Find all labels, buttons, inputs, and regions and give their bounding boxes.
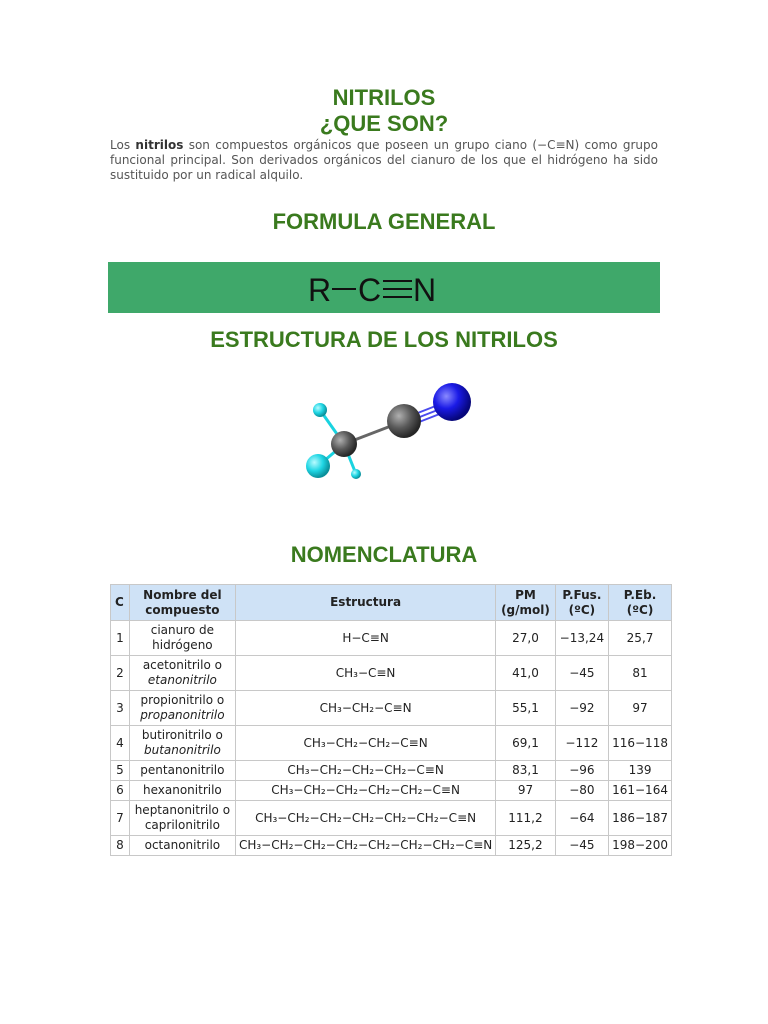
header-pm: PM (g/mol) xyxy=(496,585,555,621)
hydrogen-atom-2 xyxy=(351,469,361,479)
cell-name: heptanonitrilo o caprilonitrilo xyxy=(129,801,235,836)
cell-c: 1 xyxy=(111,621,130,656)
table-header-row xyxy=(111,585,672,621)
cell-structure: H−C≡N xyxy=(235,621,495,656)
nomenclature-table xyxy=(110,584,672,856)
table-row xyxy=(111,761,672,781)
cell-structure: CH₃−CH₂−CH₂−CH₂−CH₂−CH₂−C≡N xyxy=(235,801,495,836)
table-row xyxy=(111,836,672,856)
cell-pfus: −96 xyxy=(555,761,608,781)
cell-name: propionitrilo o propanonitrilo xyxy=(129,691,235,726)
header-c: C xyxy=(111,585,130,621)
header-name: Nombre del compuesto xyxy=(129,585,235,621)
formula-c-label: C xyxy=(358,271,382,308)
cell-c: 6 xyxy=(111,781,130,801)
cell-pfus: −64 xyxy=(555,801,608,836)
hydrogen-atom-3 xyxy=(306,454,330,478)
cell-pm: 111,2 xyxy=(496,801,555,836)
header-peb: P.Eb. (ºC) xyxy=(609,585,672,621)
cell-pfus: −45 xyxy=(555,836,608,856)
cell-peb: 25,7 xyxy=(609,621,672,656)
header-pfus: P.Fus. (ºC) xyxy=(555,585,608,621)
cell-name: butironitrilo o butanonitrilo xyxy=(129,726,235,761)
cell-structure: CH₃−CH₂−CH₂−C≡N xyxy=(235,726,495,761)
cell-pm: 69,1 xyxy=(496,726,555,761)
cell-peb: 97 xyxy=(609,691,672,726)
cell-pm: 55,1 xyxy=(496,691,555,726)
cell-structure: CH₃−CH₂−CH₂−CH₂−C≡N xyxy=(235,761,495,781)
table-row xyxy=(111,656,672,691)
intro-prefix: Los xyxy=(110,138,136,152)
cell-peb: 116−118 xyxy=(609,726,672,761)
page-subtitle: ¿QUE SON? xyxy=(319,111,449,136)
cell-pfus: −13,24 xyxy=(555,621,608,656)
table-row xyxy=(111,621,672,656)
intro-paragraph xyxy=(110,138,658,183)
formula-r-label: R xyxy=(308,271,332,308)
structure-heading: ESTRUCTURA DE LOS NITRILOS xyxy=(210,327,558,352)
cell-peb: 161−164 xyxy=(609,781,672,801)
cell-pfus: −112 xyxy=(555,726,608,761)
cell-name: acetonitrilo o etanonitrilo xyxy=(129,656,235,691)
formula-heading: FORMULA GENERAL xyxy=(272,209,496,234)
general-formula xyxy=(304,268,464,308)
cell-pm: 27,0 xyxy=(496,621,555,656)
cell-peb: 81 xyxy=(609,656,672,691)
table-row xyxy=(111,691,672,726)
cell-c: 8 xyxy=(111,836,130,856)
cell-c: 4 xyxy=(111,726,130,761)
formula-banner xyxy=(108,262,660,313)
cell-pm: 83,1 xyxy=(496,761,555,781)
cell-peb: 198−200 xyxy=(609,836,672,856)
cell-pm: 97 xyxy=(496,781,555,801)
cell-c: 3 xyxy=(111,691,130,726)
intro-text: son compuestos orgánicos que poseen un grupo ciano (−C≡N) como grupo funcional principal. Son derivados orgánicos del cianuro de los que el hidrógeno ha sido sustituido por un radical alquilo. xyxy=(110,138,658,182)
triple-bond-lines xyxy=(383,281,412,297)
cell-name: pentanonitrilo xyxy=(129,761,235,781)
cell-peb: 139 xyxy=(609,761,672,781)
cell-pm: 41,0 xyxy=(496,656,555,691)
table-row xyxy=(111,801,672,836)
cell-pfus: −80 xyxy=(555,781,608,801)
intro-bold-term: nitrilos xyxy=(135,138,184,152)
table-row xyxy=(111,726,672,761)
nitrile-molecule-image xyxy=(296,376,476,486)
carbon-atom-2 xyxy=(387,404,421,438)
table-row xyxy=(111,781,672,801)
cell-pfus: −92 xyxy=(555,691,608,726)
nomenclature-heading: NOMENCLATURA xyxy=(290,542,478,567)
header-structure: Estructura xyxy=(235,585,495,621)
nitrogen-atom xyxy=(433,383,471,421)
formula-n-label: N xyxy=(413,271,437,308)
cell-structure: CH₃−CH₂−CH₂−CH₂−CH₂−CH₂−CH₂−C≡N xyxy=(235,836,495,856)
cell-pfus: −45 xyxy=(555,656,608,691)
cell-structure: CH₃−CH₂−C≡N xyxy=(235,691,495,726)
cell-name: cianuro de hidrógeno xyxy=(129,621,235,656)
cell-pm: 125,2 xyxy=(496,836,555,856)
cell-c: 2 xyxy=(111,656,130,691)
carbon-atom-1 xyxy=(331,431,357,457)
page-title: NITRILOS xyxy=(332,85,436,110)
cell-name: octanonitrilo xyxy=(129,836,235,856)
cell-c: 5 xyxy=(111,761,130,781)
cell-structure: CH₃−CH₂−CH₂−CH₂−CH₂−C≡N xyxy=(235,781,495,801)
hydrogen-atom-1 xyxy=(313,403,327,417)
cell-peb: 186−187 xyxy=(609,801,672,836)
cell-structure: CH₃−C≡N xyxy=(235,656,495,691)
cell-name: hexanonitrilo xyxy=(129,781,235,801)
cell-c: 7 xyxy=(111,801,130,836)
